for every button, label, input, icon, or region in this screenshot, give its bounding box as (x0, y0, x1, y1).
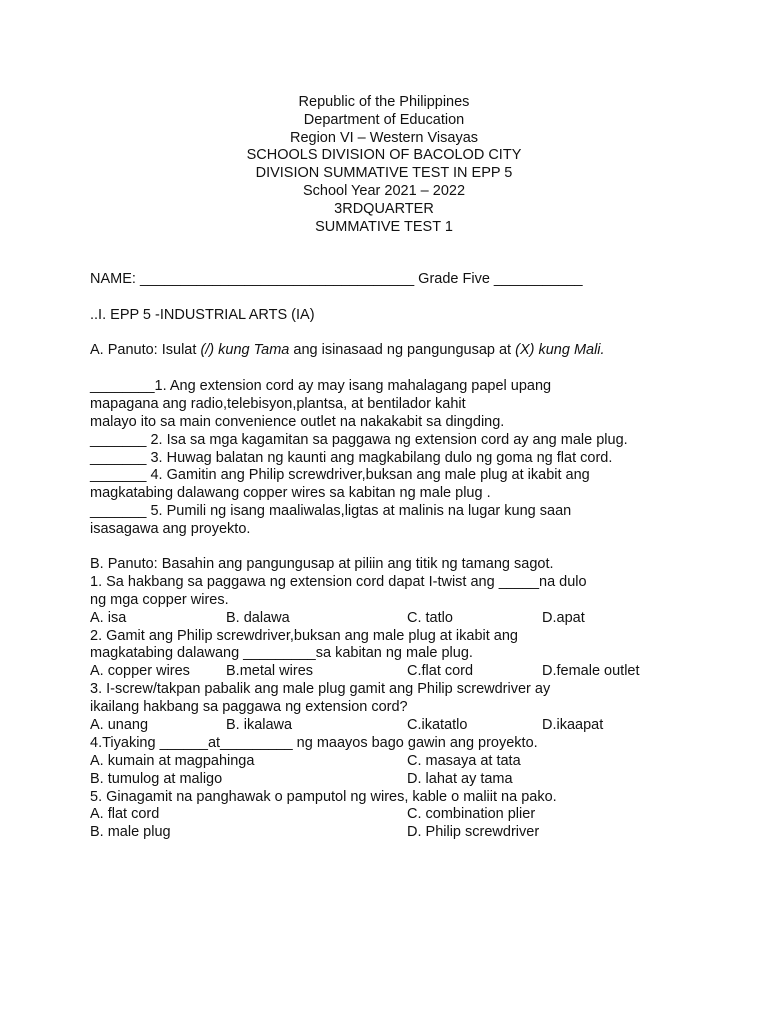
choice-b: B. tumulog at maligo (90, 770, 223, 787)
item-1-line-1: ________1. Ang extension cord ay may isang mahalagang papel upang (90, 378, 552, 394)
question-3-choices (90, 717, 690, 735)
choice-b: B. male plug (90, 824, 171, 841)
choice-c: C. masaya at tata (407, 752, 521, 769)
item-1-line-3: malayo ito sa main convenience outlet na nakakabit sa dingding. (90, 413, 505, 430)
choice-b: B.metal wires (226, 663, 314, 680)
item-5-line-1: _______ 5. Pumili ng isang maaliwalas,ligtas at malinis na lugar kung saan (90, 503, 572, 520)
instruction-true-mark: (/) kung Tama (200, 342, 290, 358)
header-republic: Republic of the Philippines (298, 94, 470, 110)
header-school-year: School Year 2021 – 2022 (302, 182, 466, 199)
question-3-line-2: ikailang hakbang sa paggawa ng extension cord? (90, 699, 408, 716)
header-region: Region VI – Western Visayas (289, 129, 479, 146)
question-5-line-1: 5. Ginagamit na panghawak o pamputol ng wires, kable o maliit na pako. (90, 788, 557, 805)
item-4-line-1: _______ 4. Gamitin ang Philip screwdriver,buksan ang male plug at ikabit ang (90, 467, 590, 484)
item-1-line-2: mapagana ang radio,telebisyon,plantsa, at bentilador kahit (90, 395, 466, 412)
question-5-choices-row-2 (90, 824, 690, 842)
question-1-line-1: 1. Sa hakbang sa paggawa ng extension cord dapat I-twist ang _____na dulo (90, 573, 587, 590)
question-1-line-2: ng mga copper wires. (90, 591, 229, 608)
choice-a: A. kumain at magpahinga (90, 752, 255, 769)
header-test-title: DIVISION SUMMATIVE TEST IN EPP 5 (255, 165, 513, 182)
question-2-line-1: 2. Gamit ang Philip screwdriver,buksan ang male plug at ikabit ang (90, 627, 518, 644)
question-2-choices (90, 663, 690, 681)
choice-d: D.female outlet (542, 663, 640, 680)
choice-c: C. combination plier (407, 806, 536, 823)
section-title: ..I. EPP 5 -INDUSTRIAL ARTS (IA) (90, 307, 315, 323)
item-3: _______ 3. Huwag balatan ng kaunti ang magkabilang dulo ng goma ng flat cord. (90, 449, 613, 466)
choice-d: D. lahat ay tama (407, 770, 513, 787)
choice-d: D.apat (542, 609, 585, 626)
question-4-choices-row-2 (90, 771, 690, 789)
question-4-line-1: 4.Tiyaking ______at_________ ng maayos bago gawin ang proyekto. (90, 734, 538, 751)
part-b (90, 556, 690, 842)
choice-a: A. copper wires (90, 663, 190, 680)
choice-a: A. unang (90, 717, 149, 734)
instruction-false-mark: (X) kung Mali. (515, 342, 605, 358)
choice-c: C. tatlo (407, 609, 453, 626)
choice-d: D. Philip screwdriver (407, 824, 540, 841)
document-header (0, 94, 768, 236)
instruction-middle: ang isinasaad ng pangungusap at (289, 342, 516, 358)
item-4-line-2: magkatabing dalawang copper wires sa kabitan ng male plug . (90, 485, 491, 502)
choice-c: C.flat cord (407, 663, 474, 680)
header-department: Department of Education (303, 111, 465, 128)
part-a-instruction (90, 342, 690, 360)
item-2: _______ 2. Isa sa mga kagamitan sa paggawa ng extension cord ay ang male plug. (90, 431, 628, 448)
name-grade-line: NAME: __________________________________ Grade Five ___________ (90, 271, 583, 287)
part-b-instruction: B. Panuto: Basahin ang pangungusap at piliin ang titik ng tamang sagot. (90, 556, 554, 572)
question-2-line-2: magkatabing dalawang _________sa kabitan ng male plug. (90, 645, 473, 662)
question-4-choices-row-1 (90, 753, 690, 771)
instruction-prefix: A. Panuto: Isulat (90, 342, 201, 358)
choice-d: D.ikaapat (542, 717, 604, 734)
header-summative: SUMMATIVE TEST 1 (315, 218, 453, 235)
choice-b: B. ikalawa (226, 717, 293, 734)
question-5-choices-row-1 (90, 806, 690, 824)
choice-a: A. isa (90, 609, 127, 626)
header-quarter: 3RDQUARTER (334, 200, 434, 217)
question-3-line-1: 3. I-screw/takpan pabalik ang male plug gamit ang Philip screwdriver ay (90, 681, 551, 698)
choice-c: C.ikatatlo (407, 717, 468, 734)
header-division: SCHOOLS DIVISION OF BACOLOD CITY (246, 147, 522, 164)
item-5-line-2: isasagawa ang proyekto. (90, 521, 251, 538)
part-a-items (90, 378, 690, 539)
question-1-choices (90, 610, 690, 628)
choice-a: A. flat cord (90, 806, 160, 823)
choice-b: B. dalawa (226, 609, 290, 626)
